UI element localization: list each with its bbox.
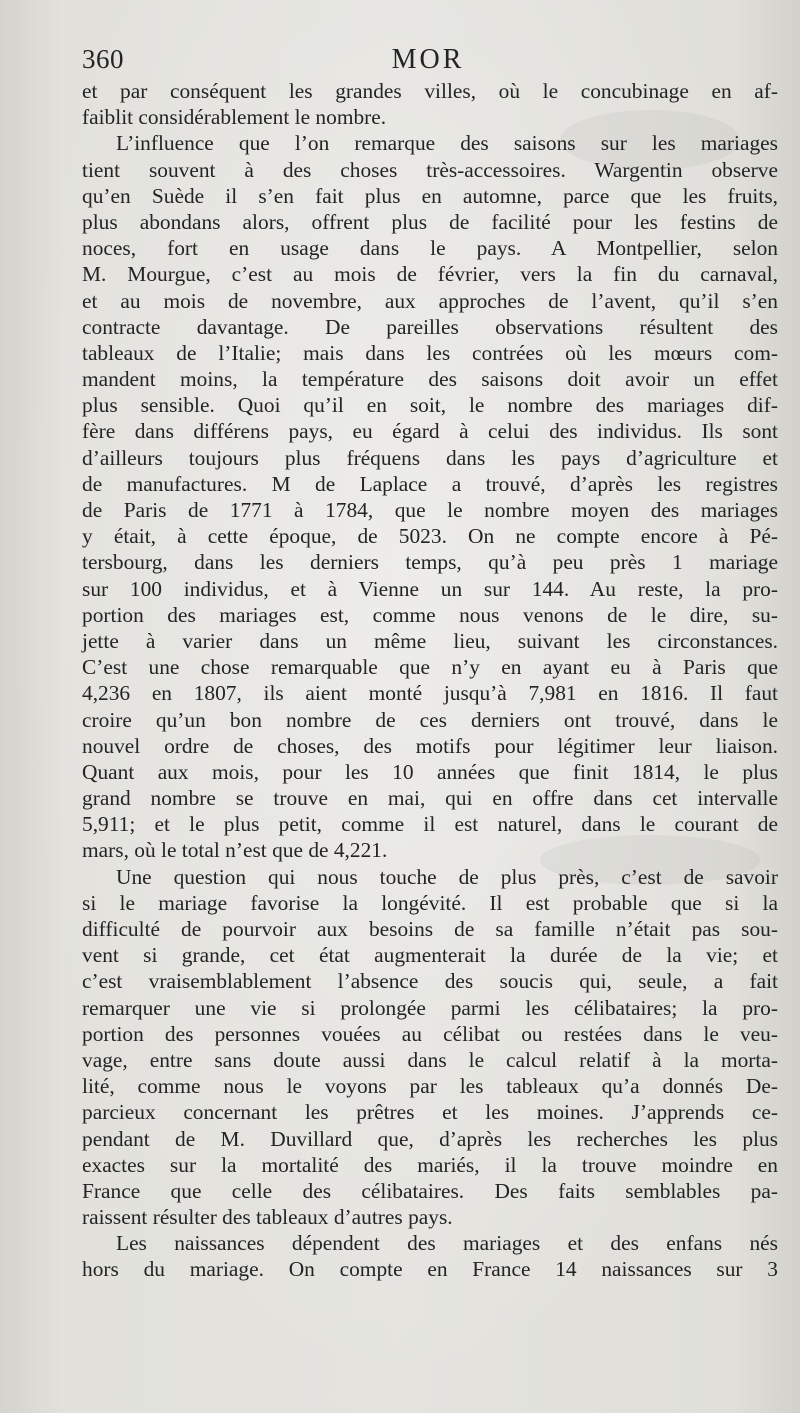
text-line: C’est une chose remarquable que n’y en ayant eu à Paris que [82, 655, 778, 680]
text-line: exactes sur la mortalité des mariés, il la trouve moindre en [82, 1152, 778, 1177]
text-line: parcieux concernant les prêtres et les moines. J’apprends ce- [82, 1100, 778, 1125]
text-line: Les naissances dépendent des mariages et des enfans nés [116, 1231, 778, 1256]
text-line: Une question qui nous touche de plus près, c’est de savoir [116, 864, 778, 889]
text-line: y était, à cette époque, de 5023. On ne compte encore à Pé- [82, 524, 778, 549]
text-line: M. Mourgue, c’est au mois de février, vers la fin du carnaval, [82, 262, 778, 287]
text-line: croire qu’un bon nombre de ces derniers ont trouvé, dans le [82, 707, 778, 732]
text-line: lité, comme nous le voyons par les tableaux qu’a donnés De- [82, 1074, 778, 1099]
text-line: hors du mariage. On compte en France 14 naissances sur 3 [82, 1257, 778, 1282]
text-line: pendant de M. Duvillard que, d’après les recherches les plus [82, 1126, 778, 1151]
text-line: portion des personnes vouées au célibat ou restées dans le veu- [82, 1021, 778, 1046]
text-line: remarquer une vie si prolongée parmi les célibataires; la pro- [82, 995, 778, 1020]
text-line: de manufactures. M de Laplace a trouvé, d’après les registres [82, 471, 778, 496]
text-line: vent si grande, cet état augmenterait la durée de la vie; et [82, 943, 778, 968]
text-line: contracte davantage. De pareilles observations résultent des [82, 314, 778, 339]
text-line: raissent résulter des tableaux d’autres pays. [82, 1205, 453, 1230]
text-line: jette à varier dans un même lieu, suivant les circonstances. [82, 628, 778, 653]
text-line: vage, entre sans doute aussi dans le calcul relatif à la morta- [82, 1047, 778, 1072]
text-line: 5,911; et le plus petit, comme il est naturel, dans le courant de [82, 812, 778, 837]
body-text [82, 78, 778, 1283]
text-line: noces, fort en usage dans le pays. A Montpellier, selon [82, 236, 778, 261]
text-line: Quant aux mois, pour les 10 années que finit 1814, le plus [82, 759, 778, 784]
text-line: L’influence que l’on remarque des saisons sur les mariages [116, 131, 778, 156]
running-head: MOR [391, 44, 465, 75]
text-line: c’est vraisemblablement l’absence des soucis qui, seule, a fait [82, 969, 778, 994]
text-line: si le mariage favorise la longévité. Il est probable que si la [82, 890, 778, 915]
text-line: 4,236 en 1807, ils aient monté jusqu’à 7,981 en 1816. Il faut [82, 681, 778, 706]
text-line: France que celle des célibataires. Des faits semblables pa- [82, 1178, 778, 1203]
text-line: sur 100 individus, et à Vienne un sur 144. Au reste, la pro- [82, 576, 778, 601]
text-line: plus sensible. Quoi qu’il en soit, le nombre des mariages dif- [82, 393, 778, 418]
text-line: difficulté de pourvoir aux besoins de sa famille n’était pas sou- [82, 917, 778, 941]
text-line: portion des mariages est, comme nous venons de le dire, su- [82, 602, 778, 627]
text-line: et par conséquent les grandes villes, où le concubinage en af- [82, 79, 778, 103]
text-line: grand nombre se trouve en mai, qui en offre dans cet intervalle [82, 786, 778, 811]
text-line: faiblit considérablement le nombre. [82, 105, 387, 130]
text-line: mandent moins, la température des saisons doit avoir un effet [82, 367, 778, 392]
text-line: mars, où le total n’est que de 4,221. [82, 838, 388, 863]
text-line: plus abondans alors, offrent plus de facilité pour les festins de [82, 209, 778, 234]
text-line: tersbourg, dans les derniers temps, qu’à peu près 1 mariage [82, 550, 778, 575]
text-line: qu’en Suède il s’en fait plus en automne, parce que les fruits, [82, 183, 778, 208]
text-line: de Paris de 1771 à 1784, que le nombre moyen des mariages [82, 498, 778, 522]
text-line: tableaux de l’Italie; mais dans les contrées où les mœurs com- [82, 340, 778, 365]
page-number: 360 [82, 44, 124, 74]
text-line: tient souvent à des choses très-accessoires. Wargentin observe [82, 157, 778, 182]
text-line: d’ailleurs toujours plus fréquens dans les pays d’agriculture et [82, 445, 778, 470]
text-line: nouvel ordre de choses, des motifs pour légitimer leur liaison. [82, 733, 778, 758]
text-line: fère dans différens pays, eu égard à celui des individus. Ils sont [82, 419, 778, 444]
text-line: et au mois de novembre, aux approches de l’avent, qu’il s’en [82, 288, 778, 313]
